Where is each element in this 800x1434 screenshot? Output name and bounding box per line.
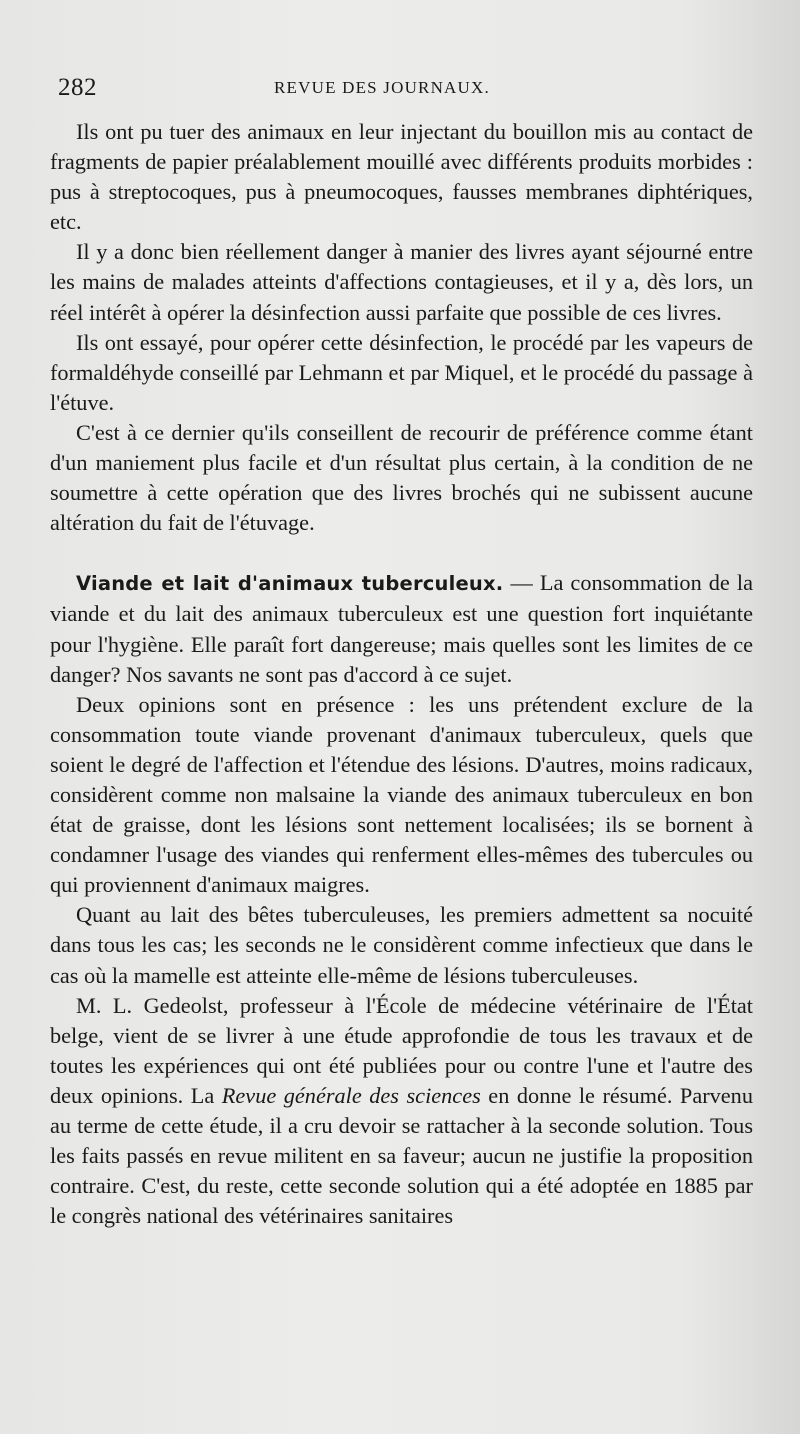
section-paragraph <box>50 568 753 689</box>
page-number: 282 <box>58 74 97 101</box>
paragraph <box>50 991 753 1232</box>
running-title: REVUE DES JOURNAUX. <box>274 78 490 97</box>
heading-dash: — <box>503 570 540 596</box>
paragraph: Quant au lait des bêtes tuberculeuses, les premiers admettent sa nocuité dans tous les cas; les seconds ne le considèrent comme infectieux que dans le cas où la mamelle est atteinte elle-même de lésions tuberculeuses. <box>50 902 753 988</box>
paragraph-text: M. L. Gedeolst, professeur à l'École de médecine vétérinaire de l'État belge, vient de se livrer à une étude approfondie de tous les travaux et de toutes les expériences qui ont été publiées pour ou contre l'une et l'autre des deux opinions. La <box>50 992 753 1108</box>
section-lead-text: La consommation de la viande et du lait des animaux tuberculeux est une question fort inquiétante pour l'hygiène. Elle paraît fort dangereuse; mais quelles sont les limites de ce danger? Nos savants ne sont pas d'accord à ce sujet. <box>50 570 753 687</box>
paragraph: Ils ont pu tuer des animaux en leur injectant du bouillon mis au contact de fragments de papier préalablement mouillé avec différents produits morbides : pus à streptocoques, pus à pneumocoques, fausses membranes diphtériques, etc. <box>50 119 753 235</box>
paragraph: Ils ont essayé, pour opérer cette désinfection, le procédé par les vapeurs de formaldéhyde conseillé par Lehmann et par Miquel, et le procédé du passage à l'étuve. <box>50 329 753 415</box>
journal-title: Revue générale des sciences <box>221 1082 481 1108</box>
body-text <box>50 117 753 1231</box>
page-header <box>50 74 750 108</box>
paragraph: Il y a donc bien réellement danger à manier des livres ayant séjourné entre les mains de malades atteints d'affections contagieuses, et il y a, dès lors, un réel intérêt à opérer la désinfection aussi parfaite que possible de ces livres. <box>50 239 753 325</box>
paragraph-text: en donne le résumé. Parvenu au terme de cette étude, il a cru devoir se rattacher à la seconde solution. Tous les faits passés en revue militent en sa faveur; aucun ne justifie la proposition contraire. C'est, du reste, cette seconde solution qui a été adoptée en 1885 par le congrès national des vétérinaires sanitaires <box>50 1082 753 1229</box>
paragraph: Deux opinions sont en présence : les uns prétendent exclure de la consommation toute viande provenant d'animaux tuberculeux, quels que soient le degré de l'affection et l'étendue des lésions. D'autres, moins radicaux, considèrent comme non malsaine la viande des animaux tuberculeux en bon état de graisse, dont les lésions sont nettement localisées; ils se bornent à condamner l'usage des viandes qui renferment elles-mêmes des tubercules ou qui proviennent d'animaux maigres. <box>50 691 753 898</box>
paragraph: C'est à ce dernier qu'ils conseillent de recourir de préférence comme étant d'un maniement plus facile et d'un résultat plus certain, à la condition de ne soumettre à cette opération que des livres brochés qui ne subissent aucune altération du fait de l'étuvage. <box>50 419 753 536</box>
section-heading: Viande et lait d'animaux tuberculeux. <box>76 572 504 596</box>
